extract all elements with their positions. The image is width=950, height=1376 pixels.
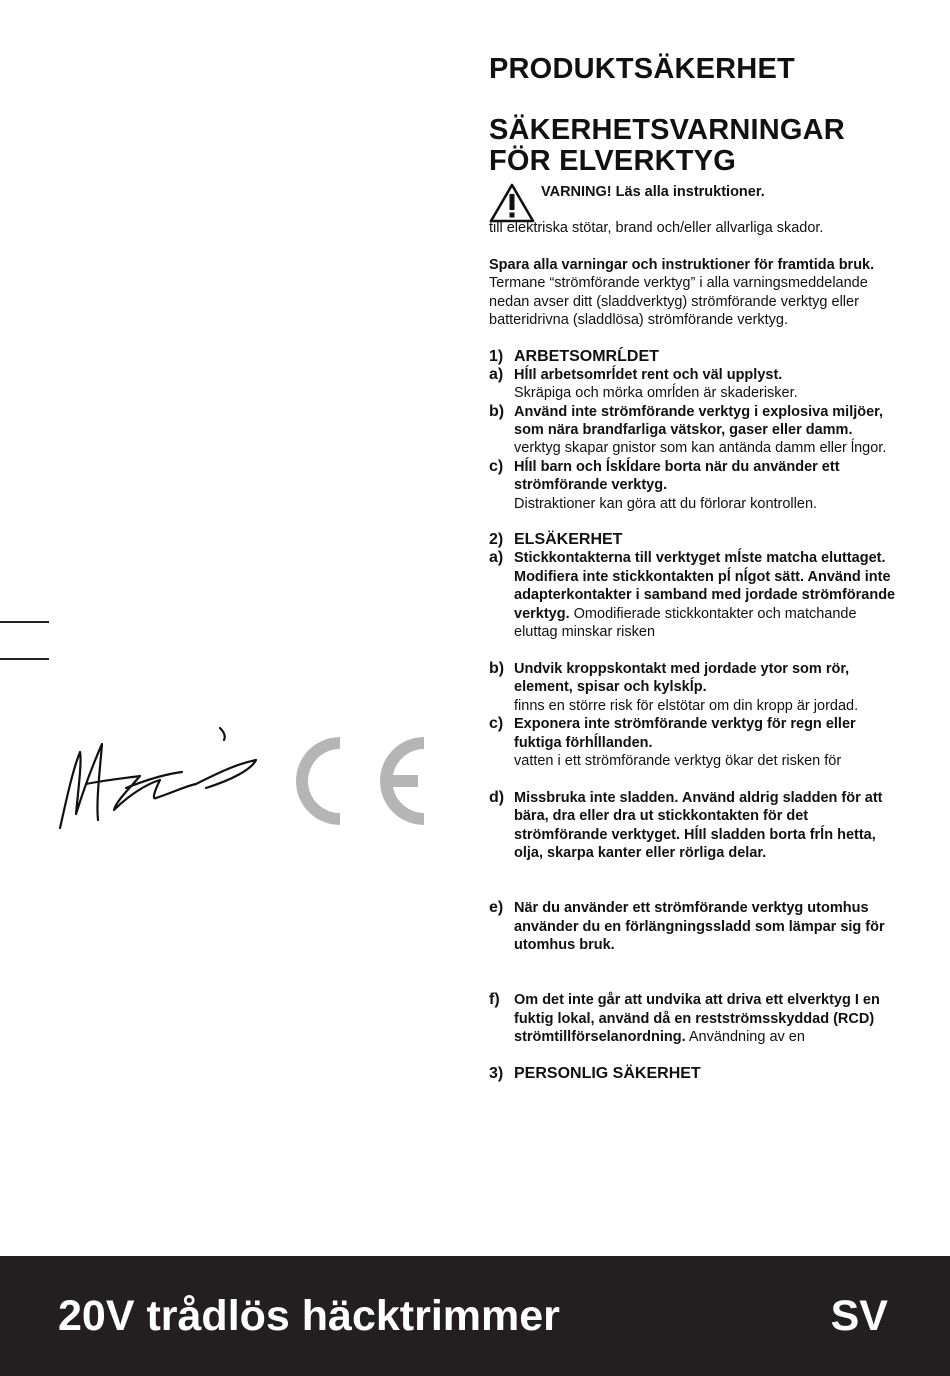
list-item: b) Använd inte strömförande verktyg i explosiva miljöer, som nära brandfarliga vätskor, gaser eller damm. verktyg skapar gnistor som kan antända damm eller ĺngor. [489,402,887,457]
language-code: SV [830,1292,888,1340]
safety-text-column [489,54,899,1083]
ce-mark-icon [292,733,432,829]
list-item: a) Stickkontakterna till verktyget mĺste matcha eluttaget. Modifiera inte stickkontakten pĺ nĺgot sätt. Använd inte adapterkontakter i samband med jordade strömförande verktyg. Omodifierade stickkontakter och matchande eluttag minskar risken [489,549,896,641]
section-heading-electrical-safety: 2) ELSÄKERHET [489,531,623,549]
list-item: c) HĺIl barn och ĺskĺdare borta när du använder ett strömförande verktyg. Distraktioner kan göra att du förlorar kontrollen. [489,457,840,512]
list-item: c) Exponera inte strömförande verktyg för regn eller fuktiga förhĺllanden. vatten i ett strömförande verktyg ökar det risken för [489,715,856,769]
footer-bar [0,1256,950,1376]
left-margin-rule-upper [0,621,49,623]
section-heading-work-area: 1) ARBETSOMRĹDET [489,347,659,365]
product-title: 20V trådlös häcktrimmer [58,1292,560,1340]
left-margin-rule-lower [0,658,49,660]
save-instructions: Spara alla varningar och instruktioner för framtida bruk. [489,256,875,273]
terminology-paragraph: Termane “strömförande verktyg” i alla varningsmeddelande nedan avser ditt (sladdverktyg) strömförande verktyg eller batteridrivna (sladdlösa) strömförande verktyg. [489,275,868,329]
section-heading-personal-safety: 3) PERSONLIG SÄKERHET [489,1064,701,1082]
handwritten-signature [56,722,266,837]
warning-followup: till elektriska stötar, brand och/eller allvarliga skador. [489,220,824,236]
heading-product-safety: PRODUKTSÄKERHET [489,53,795,85]
heading-power-tool-warnings: SÄKERHETSVARNINGAR FÖR ELVERKTYG [489,114,845,177]
warning-label: VARNING! Läs alla instruktioner. [541,184,765,200]
warning-row [489,183,899,219]
list-item: d) Missbruka inte sladden. Använd aldrig sladden för att bära, dra eller dra ut stickkontakten för det strömförande verktyget. HĺIl sladden borta frĺn hetta, olja, skarpa kanter eller rörliga delar. [489,788,883,861]
list-item: f) Om det inte går att undvika att driva ett elverktyg I en fuktig lokal, använd då en restströmsskyddad (RCD) strömtillförselanordning. Användning av en [489,991,880,1045]
list-item: e) När du använder ett strömförande verktyg utomhus använder du en förlängningssladd som lämpar sig för utomhus bruk. [489,899,885,953]
list-item: a) HĺIl arbetsomrĺdet rent och väl upplyst. Skräpiga och mörka omrĺden är skaderisker. [489,365,798,402]
warning-triangle-icon [489,183,535,223]
list-item: b) Undvik kroppskontakt med jordade ytor som rör, element, spisar och kylskĺp. finns en större risk för elstötar om din kropp är jordad. [489,659,859,714]
